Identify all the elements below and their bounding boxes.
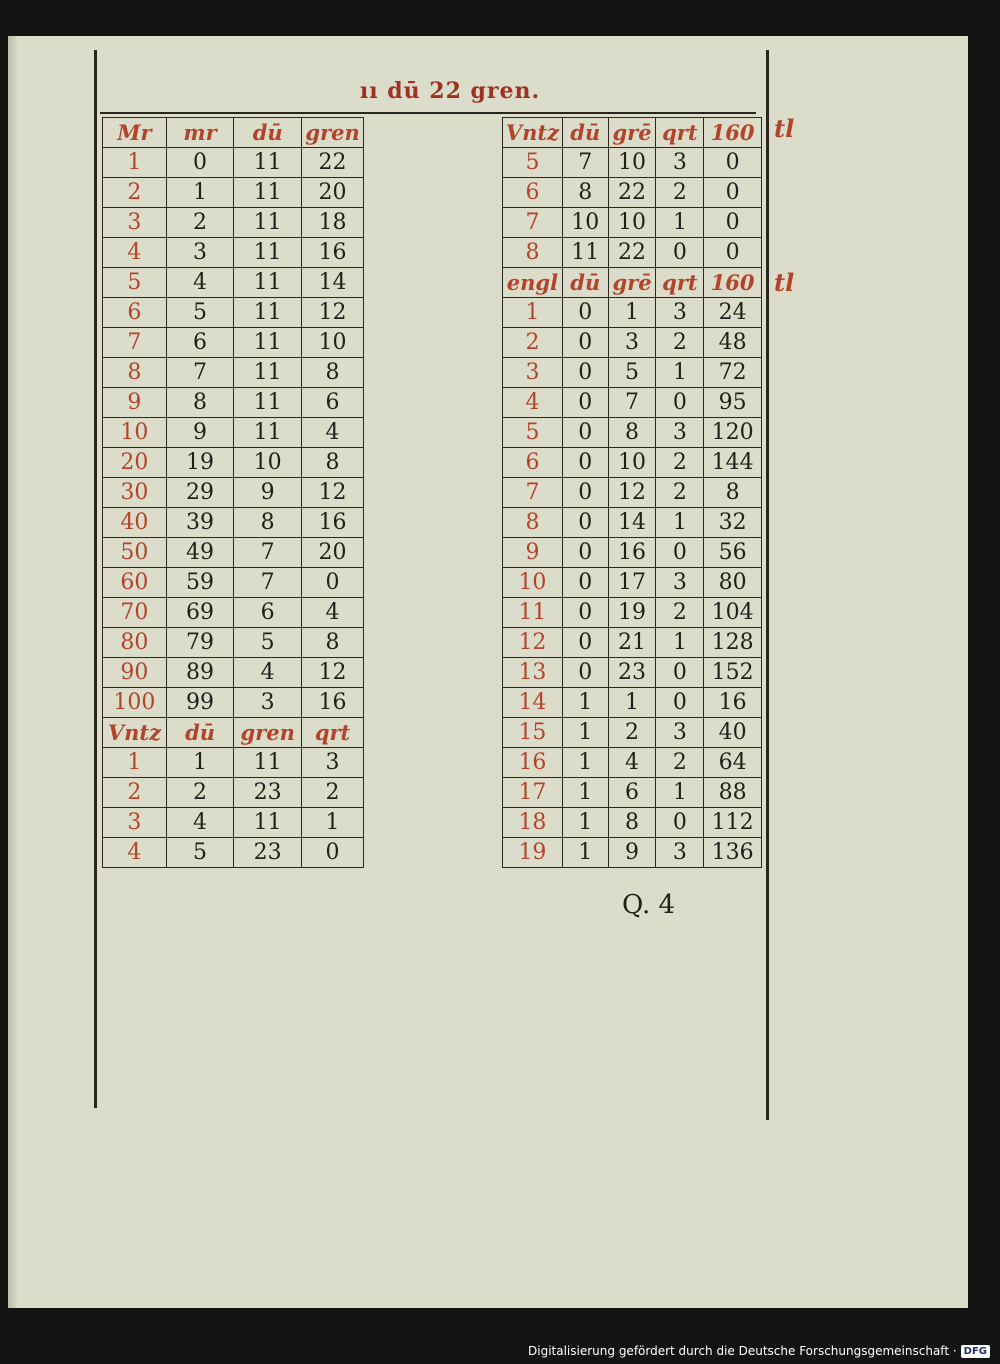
- table-cell: 0: [562, 328, 608, 358]
- table-cell: 7: [103, 328, 167, 358]
- header-cell: 160: [704, 268, 762, 298]
- table-row: [503, 418, 762, 448]
- table-cell: 100: [103, 688, 167, 718]
- table-cell: 112: [704, 808, 762, 838]
- table-cell: 3: [656, 418, 704, 448]
- table-cell: 56: [704, 538, 762, 568]
- table-cell: 2: [656, 478, 704, 508]
- table-cell: 16: [302, 508, 364, 538]
- header-cell: Mr: [103, 118, 167, 148]
- table-cell: 2: [166, 778, 233, 808]
- table-cell: 5: [166, 838, 233, 868]
- table-row: [503, 778, 762, 808]
- table-cell: 104: [704, 598, 762, 628]
- table-cell: 1: [166, 178, 233, 208]
- table-cell: 11: [234, 298, 302, 328]
- table-row: [103, 568, 364, 598]
- table-cell: 80: [704, 568, 762, 598]
- table-cell: 3: [656, 718, 704, 748]
- table-cell: 1: [656, 628, 704, 658]
- table-cell: 1: [302, 808, 364, 838]
- header-cell: gren: [302, 118, 364, 148]
- table-cell: 3: [166, 238, 233, 268]
- table-cell: 3: [103, 808, 167, 838]
- table-row: [503, 538, 762, 568]
- table-cell: 16: [704, 688, 762, 718]
- header-cell: Vntz: [503, 118, 563, 148]
- header-cell: dū: [562, 118, 608, 148]
- table-cell: 0: [302, 838, 364, 868]
- table-cell: 3: [656, 568, 704, 598]
- table-cell: 50: [103, 538, 167, 568]
- table-cell: 1: [103, 148, 167, 178]
- table-cell: 8: [302, 628, 364, 658]
- table-cell: 12: [302, 658, 364, 688]
- table-cell: 11: [234, 268, 302, 298]
- table-cell: 5: [608, 358, 656, 388]
- table-cell: 120: [704, 418, 762, 448]
- table-header-row: [503, 118, 762, 148]
- table-row: [503, 148, 762, 178]
- table-cell: 59: [166, 568, 233, 598]
- page-title: ıı dū 22 gren.: [359, 78, 541, 104]
- table-cell: 22: [608, 238, 656, 268]
- table-row: [103, 328, 364, 358]
- table-row: [503, 688, 762, 718]
- table-cell: 3: [656, 838, 704, 868]
- table-cell: 69: [166, 598, 233, 628]
- table-cell: 8: [503, 238, 563, 268]
- table-cell: 2: [656, 448, 704, 478]
- table-cell: 0: [562, 388, 608, 418]
- table-cell: 0: [562, 358, 608, 388]
- side-label-bottom: tl: [774, 268, 795, 297]
- table-cell: 11: [234, 388, 302, 418]
- table-cell: 0: [704, 148, 762, 178]
- table-cell: 99: [166, 688, 233, 718]
- table-cell: 0: [562, 598, 608, 628]
- table-row: [103, 508, 364, 538]
- table-row: [503, 298, 762, 328]
- header-cell: grē: [608, 268, 656, 298]
- table-row: [103, 478, 364, 508]
- table-cell: 152: [704, 658, 762, 688]
- header-cell: qrt: [656, 118, 704, 148]
- table-header-row: [103, 118, 364, 148]
- table-cell: 13: [503, 658, 563, 688]
- table-cell: 89: [166, 658, 233, 688]
- header-cell: 160: [704, 118, 762, 148]
- table-cell: 10: [302, 328, 364, 358]
- table-cell: 4: [166, 808, 233, 838]
- table-cell: 3: [503, 358, 563, 388]
- table-cell: 2: [656, 178, 704, 208]
- table-cell: 0: [302, 568, 364, 598]
- table-cell: 11: [503, 598, 563, 628]
- table-cell: 79: [166, 628, 233, 658]
- table-row: [103, 238, 364, 268]
- table-cell: 10: [234, 448, 302, 478]
- table-row: [103, 418, 364, 448]
- table-cell: 2: [608, 718, 656, 748]
- table-cell: 14: [302, 268, 364, 298]
- header-cell: qrt: [656, 268, 704, 298]
- table-cell: 11: [234, 148, 302, 178]
- table-cell: 11: [234, 358, 302, 388]
- table-row: [103, 388, 364, 418]
- table-header-row: [103, 718, 364, 748]
- table-row: [503, 388, 762, 418]
- table-cell: 11: [234, 328, 302, 358]
- table-row: [503, 748, 762, 778]
- table-cell: 8: [302, 448, 364, 478]
- table-row: [103, 658, 364, 688]
- table-cell: 20: [302, 538, 364, 568]
- table-cell: 17: [503, 778, 563, 808]
- table-cell: 128: [704, 628, 762, 658]
- table-cell: 11: [234, 748, 302, 778]
- table-cell: 3: [656, 148, 704, 178]
- table-cell: 2: [656, 598, 704, 628]
- header-rule: [100, 112, 756, 114]
- table-cell: 6: [608, 778, 656, 808]
- table-row: [103, 538, 364, 568]
- table-cell: 16: [302, 238, 364, 268]
- table-cell: 9: [503, 538, 563, 568]
- table-row: [103, 808, 364, 838]
- table-cell: 16: [302, 688, 364, 718]
- table-row: [103, 208, 364, 238]
- table-row: [103, 688, 364, 718]
- table-row: [103, 778, 364, 808]
- table-row: [503, 238, 762, 268]
- table-row: [103, 448, 364, 478]
- table-cell: 12: [302, 298, 364, 328]
- table-cell: 0: [704, 208, 762, 238]
- table-row: [103, 178, 364, 208]
- table-cell: 48: [704, 328, 762, 358]
- table-cell: 7: [503, 208, 563, 238]
- table-cell: 8: [302, 358, 364, 388]
- table-cell: 0: [704, 238, 762, 268]
- table-row: [503, 508, 762, 538]
- right-conversion-table: [502, 117, 762, 868]
- table-row: [503, 448, 762, 478]
- table-cell: 21: [608, 628, 656, 658]
- table-header-row: [503, 268, 762, 298]
- table-row: [503, 658, 762, 688]
- header-cell: engl: [503, 268, 563, 298]
- table-cell: 1: [562, 688, 608, 718]
- page-gutter-shadow: [8, 36, 18, 1308]
- table-cell: 0: [562, 478, 608, 508]
- header-cell: qrt: [302, 718, 364, 748]
- table-cell: 1: [656, 358, 704, 388]
- table-cell: 3: [656, 298, 704, 328]
- table-row: [103, 838, 364, 868]
- table-cell: 90: [103, 658, 167, 688]
- table-cell: 4: [503, 388, 563, 418]
- header-cell: grē: [608, 118, 656, 148]
- dfg-logo: DFG: [961, 1345, 990, 1358]
- header-cell: dū: [166, 718, 233, 748]
- table-cell: 20: [302, 178, 364, 208]
- table-cell: 11: [234, 238, 302, 268]
- table-cell: 4: [608, 748, 656, 778]
- header-cell: gren: [234, 718, 302, 748]
- table-cell: 0: [656, 808, 704, 838]
- table-cell: 0: [562, 658, 608, 688]
- table-cell: 5: [503, 418, 563, 448]
- table-cell: 6: [503, 448, 563, 478]
- table-cell: 11: [562, 238, 608, 268]
- table-cell: 14: [608, 508, 656, 538]
- table-cell: 7: [503, 478, 563, 508]
- table-cell: 0: [656, 658, 704, 688]
- table-cell: 7: [234, 568, 302, 598]
- table-cell: 3: [302, 748, 364, 778]
- table-cell: 64: [704, 748, 762, 778]
- table-cell: 1: [656, 778, 704, 808]
- table-cell: 144: [704, 448, 762, 478]
- table-cell: 0: [656, 238, 704, 268]
- table-cell: 9: [234, 478, 302, 508]
- table-row: [503, 568, 762, 598]
- table-cell: 11: [234, 208, 302, 238]
- table-cell: 3: [103, 208, 167, 238]
- table-cell: 0: [562, 568, 608, 598]
- table-cell: 60: [103, 568, 167, 598]
- table-cell: 12: [608, 478, 656, 508]
- table-cell: 70: [103, 598, 167, 628]
- table-cell: 2: [302, 778, 364, 808]
- table-cell: 39: [166, 508, 233, 538]
- table-cell: 0: [562, 418, 608, 448]
- header-cell: mr: [166, 118, 233, 148]
- table-cell: 1: [656, 508, 704, 538]
- table-cell: 5: [234, 628, 302, 658]
- table-cell: 0: [562, 538, 608, 568]
- header-cell: Vntz: [103, 718, 167, 748]
- table-cell: 30: [103, 478, 167, 508]
- table-cell: 2: [103, 178, 167, 208]
- table-cell: 8: [166, 388, 233, 418]
- table-cell: 10: [503, 568, 563, 598]
- table-row: [503, 478, 762, 508]
- table-cell: 40: [704, 718, 762, 748]
- table-cell: 0: [562, 628, 608, 658]
- table-cell: 2: [503, 328, 563, 358]
- table-cell: 3: [234, 688, 302, 718]
- table-cell: 8: [562, 178, 608, 208]
- table-row: [503, 628, 762, 658]
- table-cell: 9: [103, 388, 167, 418]
- table-cell: 8: [103, 358, 167, 388]
- table-cell: 4: [103, 838, 167, 868]
- table-cell: 7: [562, 148, 608, 178]
- table-cell: 12: [503, 628, 563, 658]
- table-cell: 1: [503, 298, 563, 328]
- table-row: [503, 328, 762, 358]
- table-cell: 8: [503, 508, 563, 538]
- table-cell: 24: [704, 298, 762, 328]
- table-cell: 2: [656, 748, 704, 778]
- table-cell: 7: [608, 388, 656, 418]
- table-cell: 0: [562, 298, 608, 328]
- table-cell: 20: [103, 448, 167, 478]
- table-cell: 0: [562, 508, 608, 538]
- table-cell: 136: [704, 838, 762, 868]
- table-cell: 10: [608, 208, 656, 238]
- table-cell: 6: [103, 298, 167, 328]
- table-cell: 1: [562, 808, 608, 838]
- table-cell: 4: [103, 238, 167, 268]
- table-cell: 18: [302, 208, 364, 238]
- table-row: [103, 748, 364, 778]
- table-cell: 0: [656, 688, 704, 718]
- table-cell: 12: [302, 478, 364, 508]
- table-cell: 4: [302, 418, 364, 448]
- table-cell: 4: [166, 268, 233, 298]
- table-row: [103, 598, 364, 628]
- table-cell: 18: [503, 808, 563, 838]
- table-cell: 19: [608, 598, 656, 628]
- table-row: [103, 268, 364, 298]
- table-cell: 10: [608, 448, 656, 478]
- table-cell: 9: [166, 418, 233, 448]
- signature-mark: Q. 4: [622, 890, 676, 920]
- table-cell: 29: [166, 478, 233, 508]
- table-cell: 10: [103, 418, 167, 448]
- table-row: [503, 808, 762, 838]
- table-cell: 88: [704, 778, 762, 808]
- table-cell: 2: [103, 778, 167, 808]
- table-cell: 7: [234, 538, 302, 568]
- left-rule: [94, 50, 97, 1108]
- table-cell: 7: [166, 358, 233, 388]
- table-row: [503, 598, 762, 628]
- header-cell: dū: [234, 118, 302, 148]
- table-cell: 49: [166, 538, 233, 568]
- footer: [528, 1344, 990, 1358]
- table-cell: 15: [503, 718, 563, 748]
- table-cell: 4: [234, 658, 302, 688]
- table-cell: 1: [608, 298, 656, 328]
- table-cell: 4: [302, 598, 364, 628]
- table-cell: 0: [562, 448, 608, 478]
- table-cell: 0: [704, 178, 762, 208]
- table-cell: 2: [166, 208, 233, 238]
- table-row: [103, 358, 364, 388]
- table-cell: 1: [608, 688, 656, 718]
- table-cell: 23: [234, 778, 302, 808]
- table-cell: 1: [562, 748, 608, 778]
- table-cell: 1: [562, 718, 608, 748]
- table-row: [503, 178, 762, 208]
- table-cell: 10: [608, 148, 656, 178]
- table-cell: 5: [103, 268, 167, 298]
- table-cell: 95: [704, 388, 762, 418]
- table-cell: 11: [234, 808, 302, 838]
- table-row: [503, 838, 762, 868]
- table-cell: 2: [656, 328, 704, 358]
- table-cell: 0: [166, 148, 233, 178]
- table-cell: 0: [656, 388, 704, 418]
- table-cell: 8: [608, 808, 656, 838]
- table-cell: 1: [562, 778, 608, 808]
- header-cell: dū: [562, 268, 608, 298]
- table-cell: 19: [503, 838, 563, 868]
- table-cell: 8: [704, 478, 762, 508]
- table-cell: 6: [234, 598, 302, 628]
- table-cell: 11: [234, 418, 302, 448]
- table-cell: 1: [166, 748, 233, 778]
- table-row: [103, 148, 364, 178]
- table-cell: 80: [103, 628, 167, 658]
- table-cell: 1: [562, 838, 608, 868]
- table-cell: 22: [302, 148, 364, 178]
- table-cell: 17: [608, 568, 656, 598]
- left-conversion-table: [102, 117, 364, 868]
- table-cell: 1: [656, 208, 704, 238]
- table-cell: 6: [503, 178, 563, 208]
- table-cell: 6: [166, 328, 233, 358]
- table-cell: 8: [234, 508, 302, 538]
- footer-text: Digitalisierung gefördert durch die Deutsche Forschungsgemeinschaft ·: [528, 1344, 957, 1358]
- table-cell: 72: [704, 358, 762, 388]
- table-cell: 5: [166, 298, 233, 328]
- table-cell: 14: [503, 688, 563, 718]
- table-cell: 9: [608, 838, 656, 868]
- table-cell: 0: [656, 538, 704, 568]
- table-cell: 6: [302, 388, 364, 418]
- table-cell: 11: [234, 178, 302, 208]
- table-cell: 19: [166, 448, 233, 478]
- table-row: [503, 718, 762, 748]
- right-rule: [766, 50, 769, 1120]
- table-cell: 8: [608, 418, 656, 448]
- table-cell: 32: [704, 508, 762, 538]
- table-cell: 40: [103, 508, 167, 538]
- table-row: [503, 358, 762, 388]
- table-cell: 10: [562, 208, 608, 238]
- table-cell: 22: [608, 178, 656, 208]
- table-row: [503, 208, 762, 238]
- table-cell: 5: [503, 148, 563, 178]
- table-cell: 23: [234, 838, 302, 868]
- table-row: [103, 628, 364, 658]
- table-row: [103, 298, 364, 328]
- table-cell: 1: [103, 748, 167, 778]
- table-cell: 3: [608, 328, 656, 358]
- table-cell: 23: [608, 658, 656, 688]
- side-label-top: tl: [774, 114, 795, 143]
- table-cell: 16: [608, 538, 656, 568]
- table-cell: 16: [503, 748, 563, 778]
